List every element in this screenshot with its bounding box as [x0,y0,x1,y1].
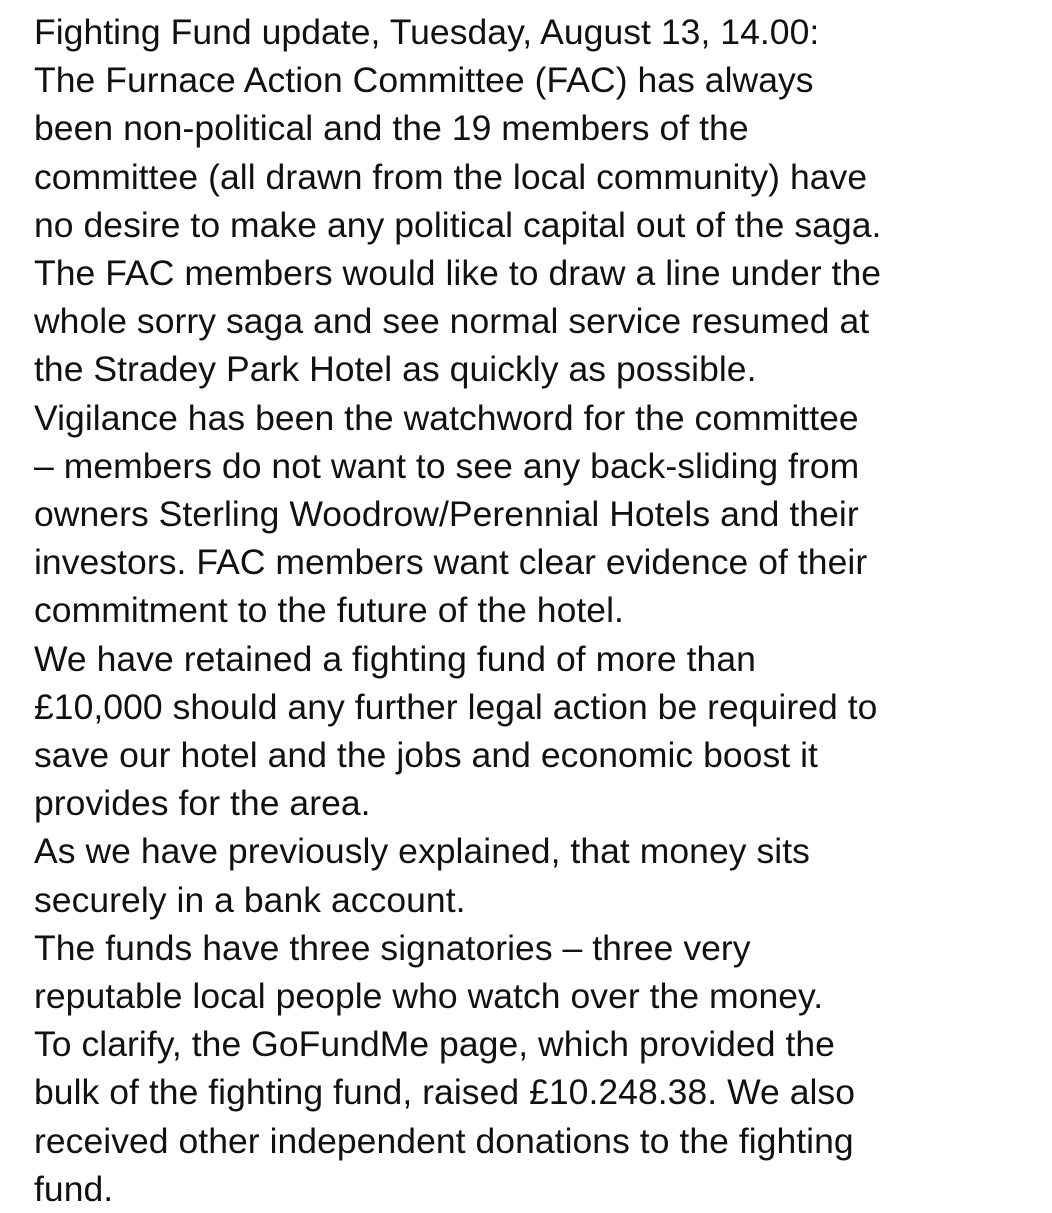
note-line-12: investors. FAC members want clear evidence of their [34,542,868,583]
note-line-3: been non-political and the 19 members of the [34,108,749,149]
note-line-2: The Furnace Action Committee (FAC) has always [34,60,814,101]
note-line-10: – members do not want to see any back-sliding from [34,445,860,486]
note-line-15: £10,000 should any further legal action be required to [34,686,878,727]
note-line-5: no desire to make any political capital out of the saga. [34,204,882,245]
note-line-8: the Stradey Park Hotel as quickly as possible. [34,349,757,390]
note-text-body [34,8,1046,1213]
note-line-24: received other independent donations to the fighting [34,1120,854,1161]
note-line-23: bulk of the fighting fund, raised £10.248.38. We also [34,1072,856,1113]
note-line-11: owners Sterling Woodrow/Perennial Hotels and their [34,494,859,535]
note-line-25: fund. [34,1168,114,1209]
note-line-7: whole sorry saga and see normal service resumed at [34,301,870,342]
note-line-16: save our hotel and the jobs and economic boost it [34,735,818,776]
note-line-6: The FAC members would like to draw a line under the [34,253,882,294]
note-line-9: Vigilance has been the watchword for the committee [34,397,859,438]
note-line-21: reputable local people who watch over the money. [34,976,824,1017]
note-line-1: Fighting Fund update, Tuesday, August 13, 14.00: [34,12,820,52]
note-line-14: We have retained a fighting fund of more than [34,638,756,679]
note-line-4: committee (all drawn from the local community) have [34,156,868,197]
note-line-22: To clarify, the GoFundMe page, which provided the [34,1024,835,1065]
note-line-19: securely in a bank account. [34,879,466,920]
note-line-13: commitment to the future of the hotel. [34,590,624,631]
note-line-20: The funds have three signatories – three very [34,927,751,968]
note-line-17: provides for the area. [34,783,371,824]
note-line-18: As we have previously explained, that money sits [34,831,810,872]
